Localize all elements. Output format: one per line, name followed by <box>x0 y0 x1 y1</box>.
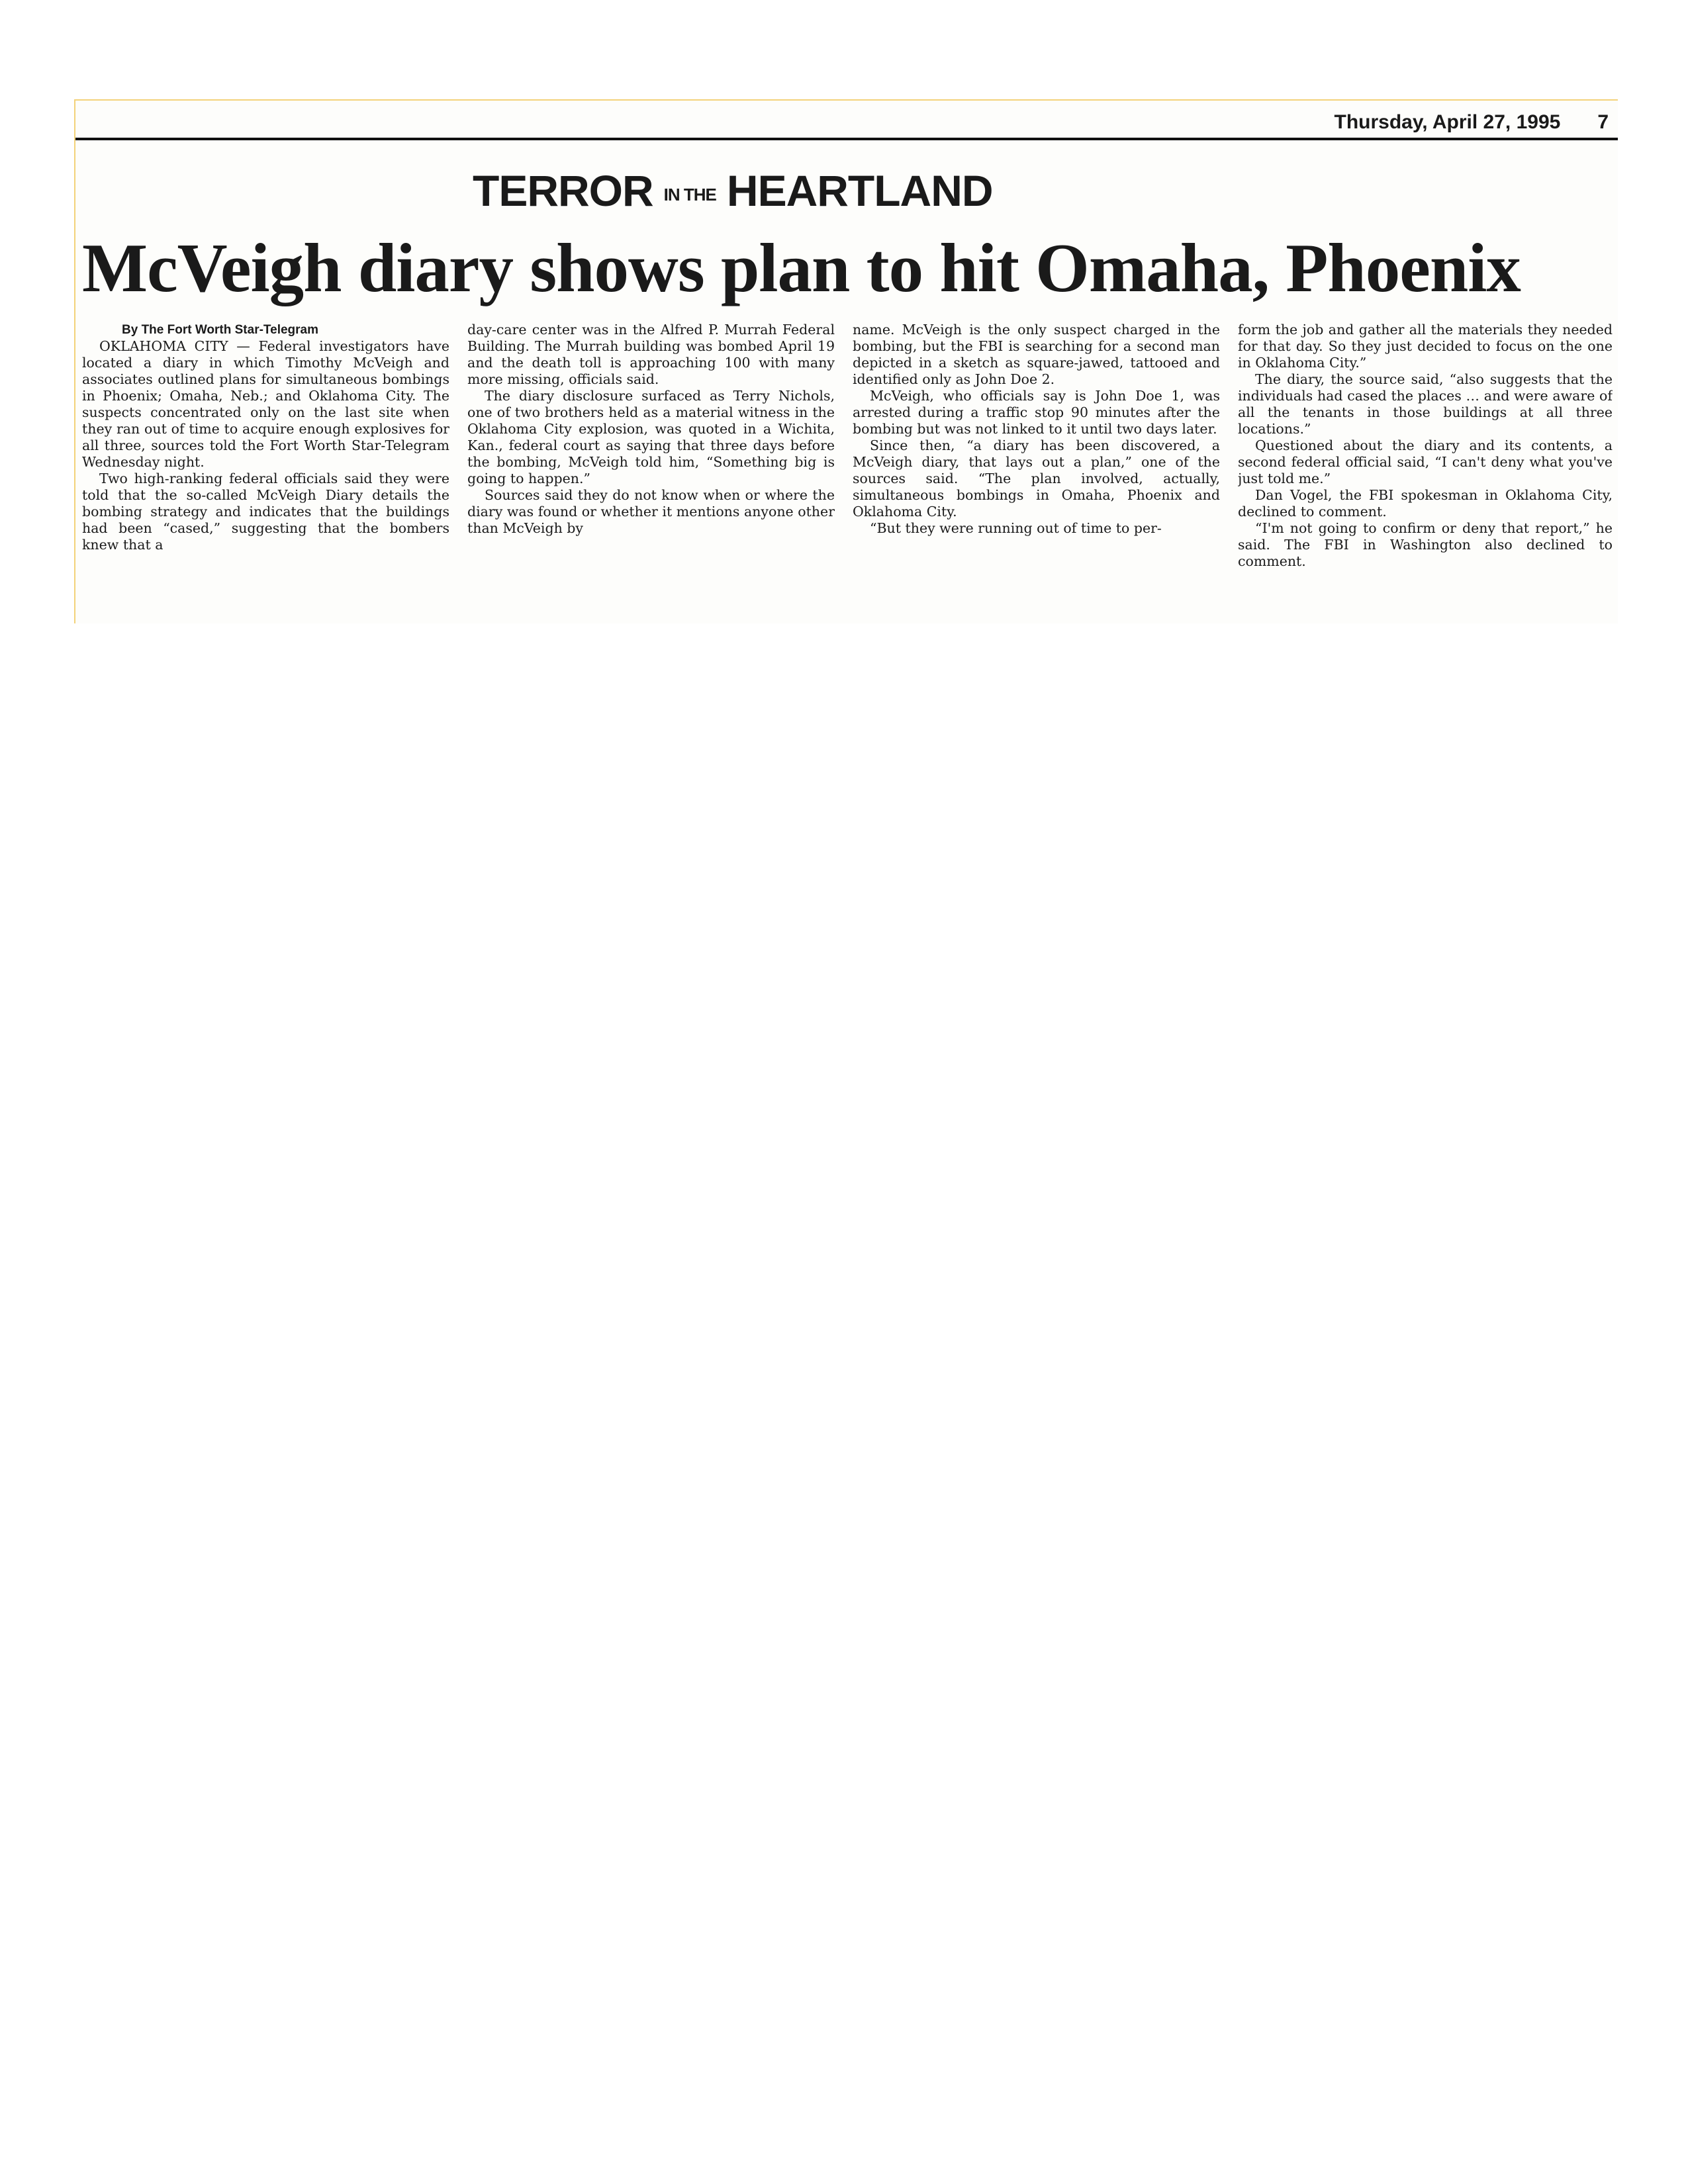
paragraph: OKLAHOMA CITY — Federal investigators have located a diary in which Timothy McVeigh and associates outlined plans for simultaneous bombings in Phoenix; Omaha, Neb.; and Oklahoma City. The suspects concentrated only on the last site when they ran out of time to acquire enough explosives for all three, sources told the Fort Worth Star-Telegram Wednesday night. <box>82 338 449 470</box>
paragraph: Two high-ranking federal officials said they were told that the so-called McVeigh Diary details the bombing strategy and indicates that the buildings had been “cased,” suggesting that the bombers knew that a <box>82 471 449 553</box>
byline: By The Fort Worth Star-Telegram <box>122 323 318 337</box>
article-column-1 <box>82 322 449 619</box>
article-body <box>82 322 1615 619</box>
section-kicker <box>473 158 1068 224</box>
headline: McVeigh diary shows plan to hit Omaha, Phoenix <box>82 229 1521 306</box>
paragraph: “But they were running out of time to per- <box>870 520 1162 536</box>
paragraph: Dan Vogel, the FBI spokesman in Oklahoma City, declined to comment. <box>1238 487 1613 520</box>
paragraph: Since then, “a diary has been discovered, a McVeigh diary, that lays out a plan,” one of the sources said. “The plan involved, actually, simultaneous bombings in Omaha, Phoenix and Oklahoma City. <box>853 437 1220 520</box>
article-column-2 <box>467 322 835 619</box>
article-column-3 <box>853 322 1220 619</box>
paragraph: Sources said they do not know when or where the diary was found or whether it mentions anyone other than McVeigh by <box>467 487 835 536</box>
kicker-heartland: HEARTLAND <box>726 166 993 215</box>
masthead-dateline <box>75 109 1609 136</box>
paragraph: name. McVeigh is the only suspect charged in the bombing, but the FBI is searching for a second man depicted in a sketch as square-jawed, tattooed and identified only as John Doe 2. <box>853 322 1220 387</box>
kicker-in-the: IN THE <box>663 184 716 205</box>
issue-date: Thursday, April 27, 1995 <box>1334 111 1561 133</box>
paragraph: Questioned about the diary and its contents, a second federal official said, “I can't deny what you've just told me.” <box>1238 437 1613 486</box>
kicker-terror: TERROR <box>473 166 653 215</box>
paragraph: The diary disclosure surfaced as Terry Nichols, one of two brothers held as a material witness in the Oklahoma City explosion, was quoted in a Wichita, Kan., federal court as saying that three days before the bombing, McVeigh told him, “Something big is going to happen.” <box>467 388 835 486</box>
paragraph: The diary, the source said, “also suggests that the individuals had cased the places … and were aware of all the tenants in those buildings at all three locations.” <box>1238 371 1613 437</box>
newspaper-clipping <box>74 99 1618 623</box>
paragraph: “I'm not going to confirm or deny that report,” he said. The FBI in Washington also declined to comment. <box>1238 520 1613 569</box>
paragraph: McVeigh, who officials say is John Doe 1, was arrested during a traffic stop 90 minutes after the bombing but was not linked to it until two days later. <box>853 388 1220 437</box>
article-column-4 <box>1238 322 1613 619</box>
paragraph: day-care center was in the Alfred P. Murrah Federal Building. The Murrah building was bombed April 19 and the death toll is approaching 100 with many more missing, officials said. <box>467 322 835 387</box>
page-number: 7 <box>1597 111 1609 133</box>
paragraph: form the job and gather all the materials they needed for that day. So they just decided to focus on the one in Oklahoma City.” <box>1238 322 1613 371</box>
header-rule <box>75 138 1618 140</box>
